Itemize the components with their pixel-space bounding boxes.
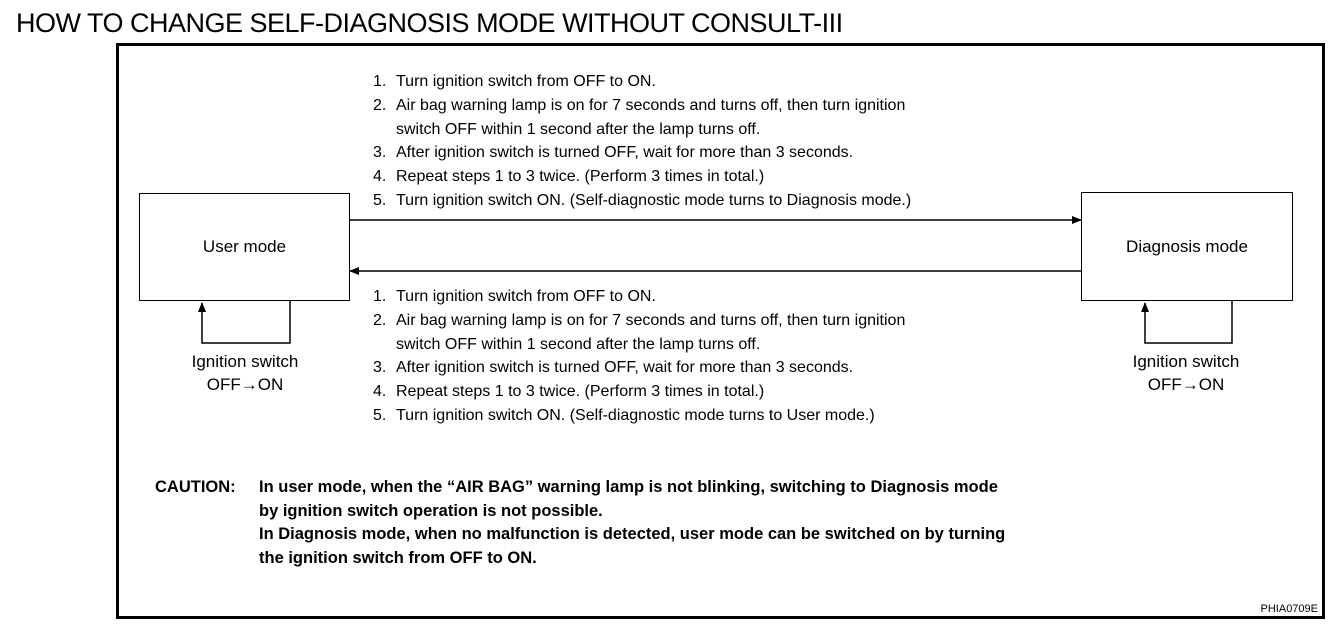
step-row: 5. Turn ignition switch ON. (Self-diagnostic mode turns to User mode.) [373, 406, 875, 424]
user-mode-loop-line [202, 301, 290, 343]
user-mode-box [139, 193, 350, 301]
step-row-continuation: switch OFF within 1 second after the lamp turns off. [396, 120, 761, 138]
step-row: 3. After ignition switch is turned OFF, wait for more than 3 seconds. [373, 359, 854, 377]
caution-label: CAUTION: [155, 478, 236, 496]
step-row: 5. Turn ignition switch ON. (Self-diagnostic mode turns to Diagnosis mode.) [373, 191, 912, 209]
figure-code: PHIA0709E [1260, 603, 1318, 615]
to-user-steps [373, 285, 905, 428]
diagnosis-mode-loop-line [1145, 301, 1232, 343]
diagnosis-mode-label: Diagnosis mode [1126, 236, 1248, 256]
user-mode-loop-label: Ignition switch OFF→ON [191, 352, 299, 394]
page-title: HOW TO CHANGE SELF-DIAGNOSIS MODE WITHOUT CONSULT-III [16, 8, 843, 38]
diagnosis-mode-loop-label: Ignition switch OFF→ON [1132, 352, 1240, 394]
step-row: 1. Turn ignition switch from OFF to ON. [373, 288, 656, 305]
step-row: 2. Air bag warning lamp is on for 7 seconds and turns off, then turn ignition [373, 96, 906, 114]
diagnosis-mode-box [1081, 192, 1293, 301]
step-row: 3. After ignition switch is turned OFF, wait for more than 3 seconds. [373, 144, 854, 162]
step-row: 4. Repeat steps 1 to 3 twice. (Perform 3 times in total.) [373, 168, 765, 186]
caution-note: CAUTION: In user mode, when the “AIR BAG” warning lamp is not blinking, switching to Diagnosis mode by ignition switch operation is not possible. In Diagnosis mode, when no malfunction is detected, user mode can be switched on by turning the ignition switch from OFF to ON. [155, 478, 1006, 567]
to-diagnosis-steps [373, 70, 911, 213]
step-row: 1. Turn ignition switch from OFF to ON. [373, 73, 656, 90]
step-row: 4. Repeat steps 1 to 3 twice. (Perform 3 times in total.) [373, 383, 765, 401]
step-row-continuation: switch OFF within 1 second after the lamp turns off. [396, 335, 761, 353]
step-row: 2. Air bag warning lamp is on for 7 seconds and turns off, then turn ignition [373, 311, 906, 329]
user-mode-label: User mode [202, 237, 287, 256]
